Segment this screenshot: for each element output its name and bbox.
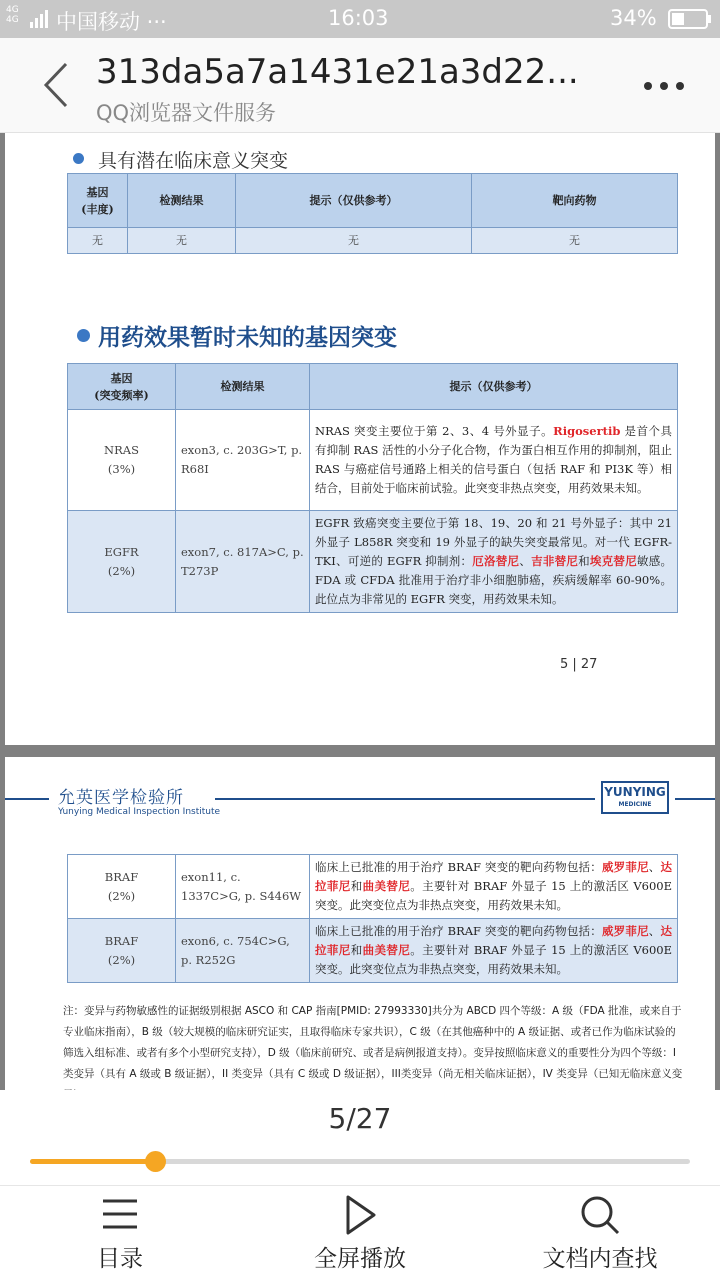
gene-frequency: (2%) — [107, 888, 136, 903]
drug-name-highlight: 达拉菲尼 — [315, 924, 673, 957]
bottom-panel — [0, 1090, 720, 1280]
result-cell: exon11, c. 1337C>G, p. S446W — [176, 855, 310, 919]
back-arrow-icon[interactable] — [38, 60, 74, 110]
gene-name: EGFR — [104, 544, 139, 559]
gene-frequency: (2%) — [107, 952, 136, 967]
page-indicator: 5/27 — [328, 1102, 392, 1135]
result-cell: exon7, c. 817A>C, p. T273P — [176, 511, 310, 613]
hint-text: 。主要针对 BRAF 外显子 15 上的激活区 V600E 突变。此突变位点为非热点突变，用药效果未知。 — [315, 879, 673, 912]
network-type: 4G 4G — [6, 5, 19, 25]
gene-name: BRAF — [104, 869, 139, 884]
signal-icon — [30, 9, 52, 27]
page-slider-track[interactable] — [30, 1159, 690, 1164]
table-row — [68, 855, 678, 919]
list-icon — [98, 1193, 142, 1237]
clock: 16:03 — [328, 6, 389, 30]
drug-name-highlight: 威罗菲尼 — [601, 860, 649, 874]
carrier-name: 中国移动 ··· — [56, 10, 167, 34]
hint-text: 临床上已批准的用于治疗 BRAF 突变的靶向药物包括： — [315, 860, 602, 874]
hint-text: 。主要针对 BRAF 外显子 15 上的激活区 V600E 突变。此突变位点为非热点突变，用药效果未知。 — [315, 943, 673, 976]
table-row — [68, 511, 678, 613]
table-cell: 无 — [68, 228, 128, 254]
hint-text: 、 — [648, 924, 661, 938]
mutation-table-continued — [67, 854, 678, 983]
document-source: QQ浏览器文件服务 — [96, 101, 277, 125]
table-row — [68, 919, 678, 983]
bullet-icon — [77, 329, 90, 342]
toc-button[interactable] — [20, 1185, 220, 1280]
play-icon — [338, 1193, 382, 1237]
gene-cell — [68, 410, 176, 511]
gene-cell — [68, 919, 176, 983]
battery-percent: 34% — [610, 6, 657, 30]
fullscreen-play-button[interactable] — [260, 1185, 460, 1280]
bullet-icon — [73, 153, 84, 164]
table-cell: 无 — [472, 228, 678, 254]
gene-cell — [68, 511, 176, 613]
hint-text: 和 — [350, 879, 363, 893]
page-slider-fill — [30, 1159, 155, 1164]
drug-name-highlight: 威罗菲尼 — [601, 924, 649, 938]
page-slider-thumb[interactable] — [145, 1151, 166, 1172]
gene-name: BRAF — [104, 933, 139, 948]
brand-logo-main: YUNYING — [604, 785, 666, 799]
letterhead-logo-cn: 允英医学检验所 — [58, 788, 184, 808]
letterhead-rule — [215, 798, 595, 800]
hint-text: 、 — [519, 554, 532, 568]
battery-icon — [668, 9, 712, 34]
table-cell: 无 — [128, 228, 236, 254]
hint-text: 、 — [648, 860, 661, 874]
col-header-hint: 提示（仅供参考） — [236, 174, 472, 228]
result-cell: exon6, c. 754C>G, p. R252G — [176, 919, 310, 983]
find-in-document-button[interactable] — [500, 1185, 700, 1280]
col-header-result: 检测结果 — [128, 174, 236, 228]
col-header-result: 检测结果 — [176, 364, 310, 410]
hint-text: 和 — [578, 554, 590, 568]
status-bar — [0, 0, 720, 38]
hint-text: 敏感。FDA 或 CFDA 批准用于治疗非小细胞肺癌，疾病缓解率 60-90%。此位点为非常见的 EGFR 突变，用药效果未知。 — [315, 554, 672, 606]
drug-name-highlight: 厄洛替尼 — [472, 554, 520, 568]
hint-text: EGFR 致癌突变主要位于第 18、19、20 和 21 号外显子：其中 21 外显子 L858R 突变和 19 外显子的缺失突变最常见。对一代 EGFR-TKI、可逆的 EGFR 抑制剂： — [315, 516, 672, 568]
table-cell: 无 — [236, 228, 472, 254]
hint-text: 是首个具有抑制 RAS 活性的小分子化合物，作为蛋白相互作用的抑制剂，阻止 RAS 与癌症信号通路上相关的信号蛋白（包括 RAF 和 PI3K 等）相结合，目前处于临床前试验。此突变非热点突变，用药效果未知。 — [315, 424, 672, 495]
section-title: 具有潜在临床意义突变 — [98, 150, 289, 172]
col-header-hint: 提示（仅供参考） — [310, 364, 678, 410]
hint-cell — [310, 855, 678, 919]
col-header-gene: 基因 (突变频率) — [68, 364, 176, 410]
search-icon — [578, 1193, 622, 1237]
col-header-gene: 基因 (丰度) — [68, 174, 128, 228]
gene-cell — [68, 855, 176, 919]
pdf-page-5 — [5, 133, 715, 745]
hint-cell — [310, 511, 678, 613]
fullscreen-play-label: 全屏播放 — [314, 1246, 406, 1272]
mutation-table-unknown — [67, 363, 678, 613]
brand-logo — [601, 781, 669, 814]
drug-name-highlight: 曲美替尼 — [362, 879, 411, 893]
find-in-document-label: 文档内查找 — [542, 1246, 658, 1272]
document-viewer[interactable] — [0, 133, 720, 1090]
mutation-table-clinical — [67, 173, 678, 254]
drug-name-highlight: Rigosertib — [553, 424, 621, 438]
letterhead-logo-en: Yunying Medical Inspection Institute — [58, 807, 221, 817]
page-number: 5 | 27 — [560, 657, 598, 672]
gene-name: NRAS — [104, 443, 139, 457]
app-header — [0, 38, 720, 133]
toc-label: 目录 — [97, 1246, 143, 1272]
brand-logo-sub: MEDICINE — [618, 801, 652, 808]
hint-cell — [310, 410, 678, 511]
evidence-note: 注：变异与药物敏感性的证据级别根据 ASCO 和 CAP 指南[PMID: 27993330]共分为 ABCD 四个等级：A 级（FDA 批准，或来自于专业临床指南），B 级（较大规模的临床研究证实，且取得临床专家共识），C 级（在其他癌种中的 A 级证据、或者已作为临床试验的筛选入组标准、或者有多个小型研究支持），D 级（临床前研究、或者是病例报道支持）。变异按照临床意义的重要性分为四个等级：I 类变异（具有 A 级或 B 级证据），II 类变异（具有 C 级或 D 级证据），III类变异（尚无相关临床证据），IV 类变异（已知无临床意义变 — [63, 1005, 683, 1080]
drug-name-highlight: 埃克替尼 — [589, 554, 637, 568]
document-title: 313da5a7a1431e21a3d22... — [96, 52, 579, 92]
drug-name-highlight: 吉非替尼 — [531, 554, 579, 568]
gene-frequency: (3%) — [107, 462, 136, 476]
hint-text: NRAS 突变主要位于第 2、3、4 号外显子。 — [315, 424, 554, 438]
table-row — [68, 410, 678, 511]
col-header-drug: 靶向药物 — [472, 174, 678, 228]
more-options-icon[interactable] — [640, 78, 688, 92]
result-cell: exon3, c. 203G>T, p. R68I — [176, 410, 310, 511]
hint-text: 和 — [350, 943, 363, 957]
pdf-page-6 — [5, 757, 715, 1097]
drug-name-highlight: 达拉菲尼 — [315, 860, 673, 893]
drug-name-highlight: 曲美替尼 — [362, 943, 411, 957]
letterhead-rule — [675, 798, 715, 800]
letterhead-rule — [5, 798, 49, 800]
gene-frequency: (2%) — [107, 563, 136, 578]
hint-cell — [310, 919, 678, 983]
section-title: 用药效果暂时未知的基因突变 — [98, 325, 397, 351]
hint-text: 临床上已批准的用于治疗 BRAF 突变的靶向药物包括： — [315, 924, 602, 938]
